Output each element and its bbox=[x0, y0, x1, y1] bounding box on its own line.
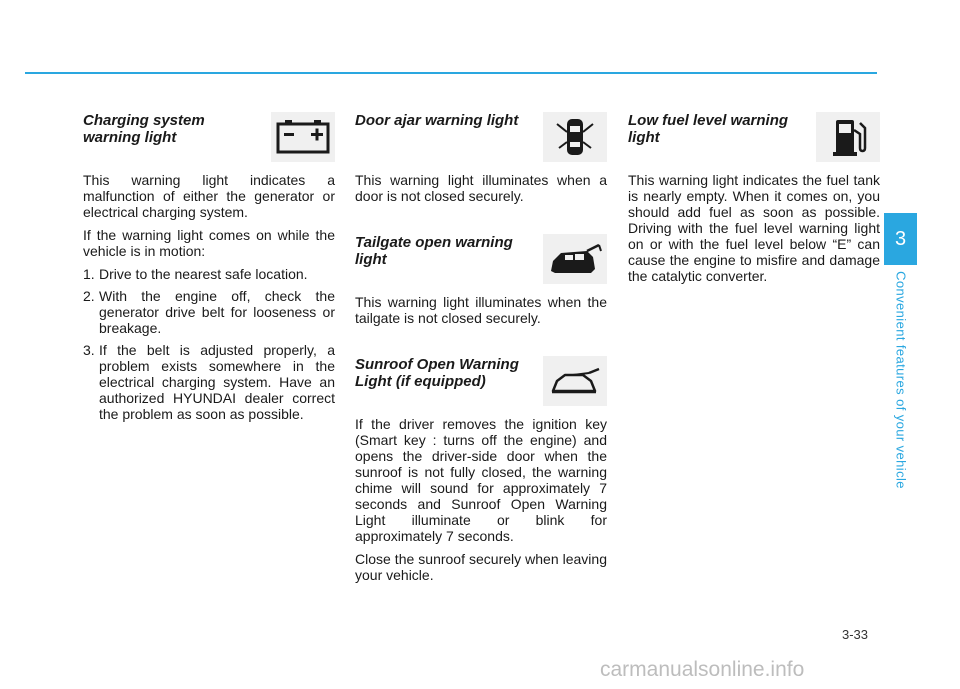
tailgate-section bbox=[355, 234, 607, 326]
battery-icon bbox=[271, 112, 335, 162]
low-fuel-header bbox=[628, 112, 880, 162]
sunroof-paragraph-2: Close the sunroof securely when leaving your vehicle. bbox=[355, 551, 607, 583]
tailgate-header bbox=[355, 234, 607, 284]
charging-steps bbox=[83, 266, 335, 422]
header-rule bbox=[25, 72, 877, 74]
sunroof-paragraph-1: If the driver removes the ignition key (Smart key : turns off the engine) and opens the driver-side door when the sunroof is not fully closed, the warning chime will sound for approximately 7 seconds and Sunroof Open Warning Light illuminate or blink for approximately 7 seconds. bbox=[355, 416, 607, 544]
tailgate-paragraph: This warning light illuminates when the tailgate is not closed securely. bbox=[355, 294, 607, 326]
charging-paragraph-1: This warning light indicates a malfunction of either the generator or electrical charging system. bbox=[83, 172, 335, 220]
tailgate-title: Tailgate open warning light bbox=[355, 234, 513, 268]
low-fuel-title: Low fuel level warning light bbox=[628, 112, 789, 146]
fuel-pump-icon bbox=[816, 112, 880, 162]
sunroof-header bbox=[355, 356, 607, 406]
list-item: 3. If the belt is adjusted properly, a problem exists somewhere in the electrical charging system. Have an authorized HYUNDAI dealer correct the problem as soon as possible. bbox=[83, 342, 335, 422]
door-ajar-header bbox=[355, 112, 607, 162]
charging-title: Charging system warning light bbox=[83, 112, 205, 146]
column-low-fuel bbox=[628, 112, 880, 284]
page-number: 3-33 bbox=[842, 627, 869, 642]
sunroof-section bbox=[355, 356, 607, 583]
list-item: 2. With the engine off, check the generator drive belt for looseness or breakage. bbox=[83, 288, 335, 336]
chapter-title: Convenient features of your vehicle bbox=[893, 271, 909, 489]
door-ajar-icon bbox=[543, 112, 607, 162]
low-fuel-paragraph: This warning light indicates the fuel tank is nearly empty. When it comes on, you should add fuel as soon as possible. Driving with the fuel level warning light on or with the fuel level below “E” can cause the engine to misfire and damage the catalytic converter. bbox=[628, 172, 880, 284]
tailgate-open-icon bbox=[543, 234, 607, 284]
column-door-tailgate-sunroof bbox=[355, 112, 607, 583]
sunroof-title: Sunroof Open Warning Light (if equipped) bbox=[355, 356, 519, 390]
sunroof-open-icon bbox=[543, 356, 607, 406]
door-ajar-title: Door ajar warning light bbox=[355, 112, 519, 129]
column-charging bbox=[83, 112, 335, 428]
chapter-number-tab: 3 bbox=[884, 213, 917, 265]
list-item: 1. Drive to the nearest safe location. bbox=[83, 266, 308, 282]
door-ajar-section bbox=[355, 112, 607, 204]
charging-header bbox=[83, 112, 335, 162]
charging-paragraph-2: If the warning light comes on while the vehicle is in motion: bbox=[83, 227, 335, 259]
door-ajar-paragraph: This warning light illuminates when a door is not closed securely. bbox=[355, 172, 607, 204]
watermark: carmanualsonline.info bbox=[600, 658, 805, 681]
